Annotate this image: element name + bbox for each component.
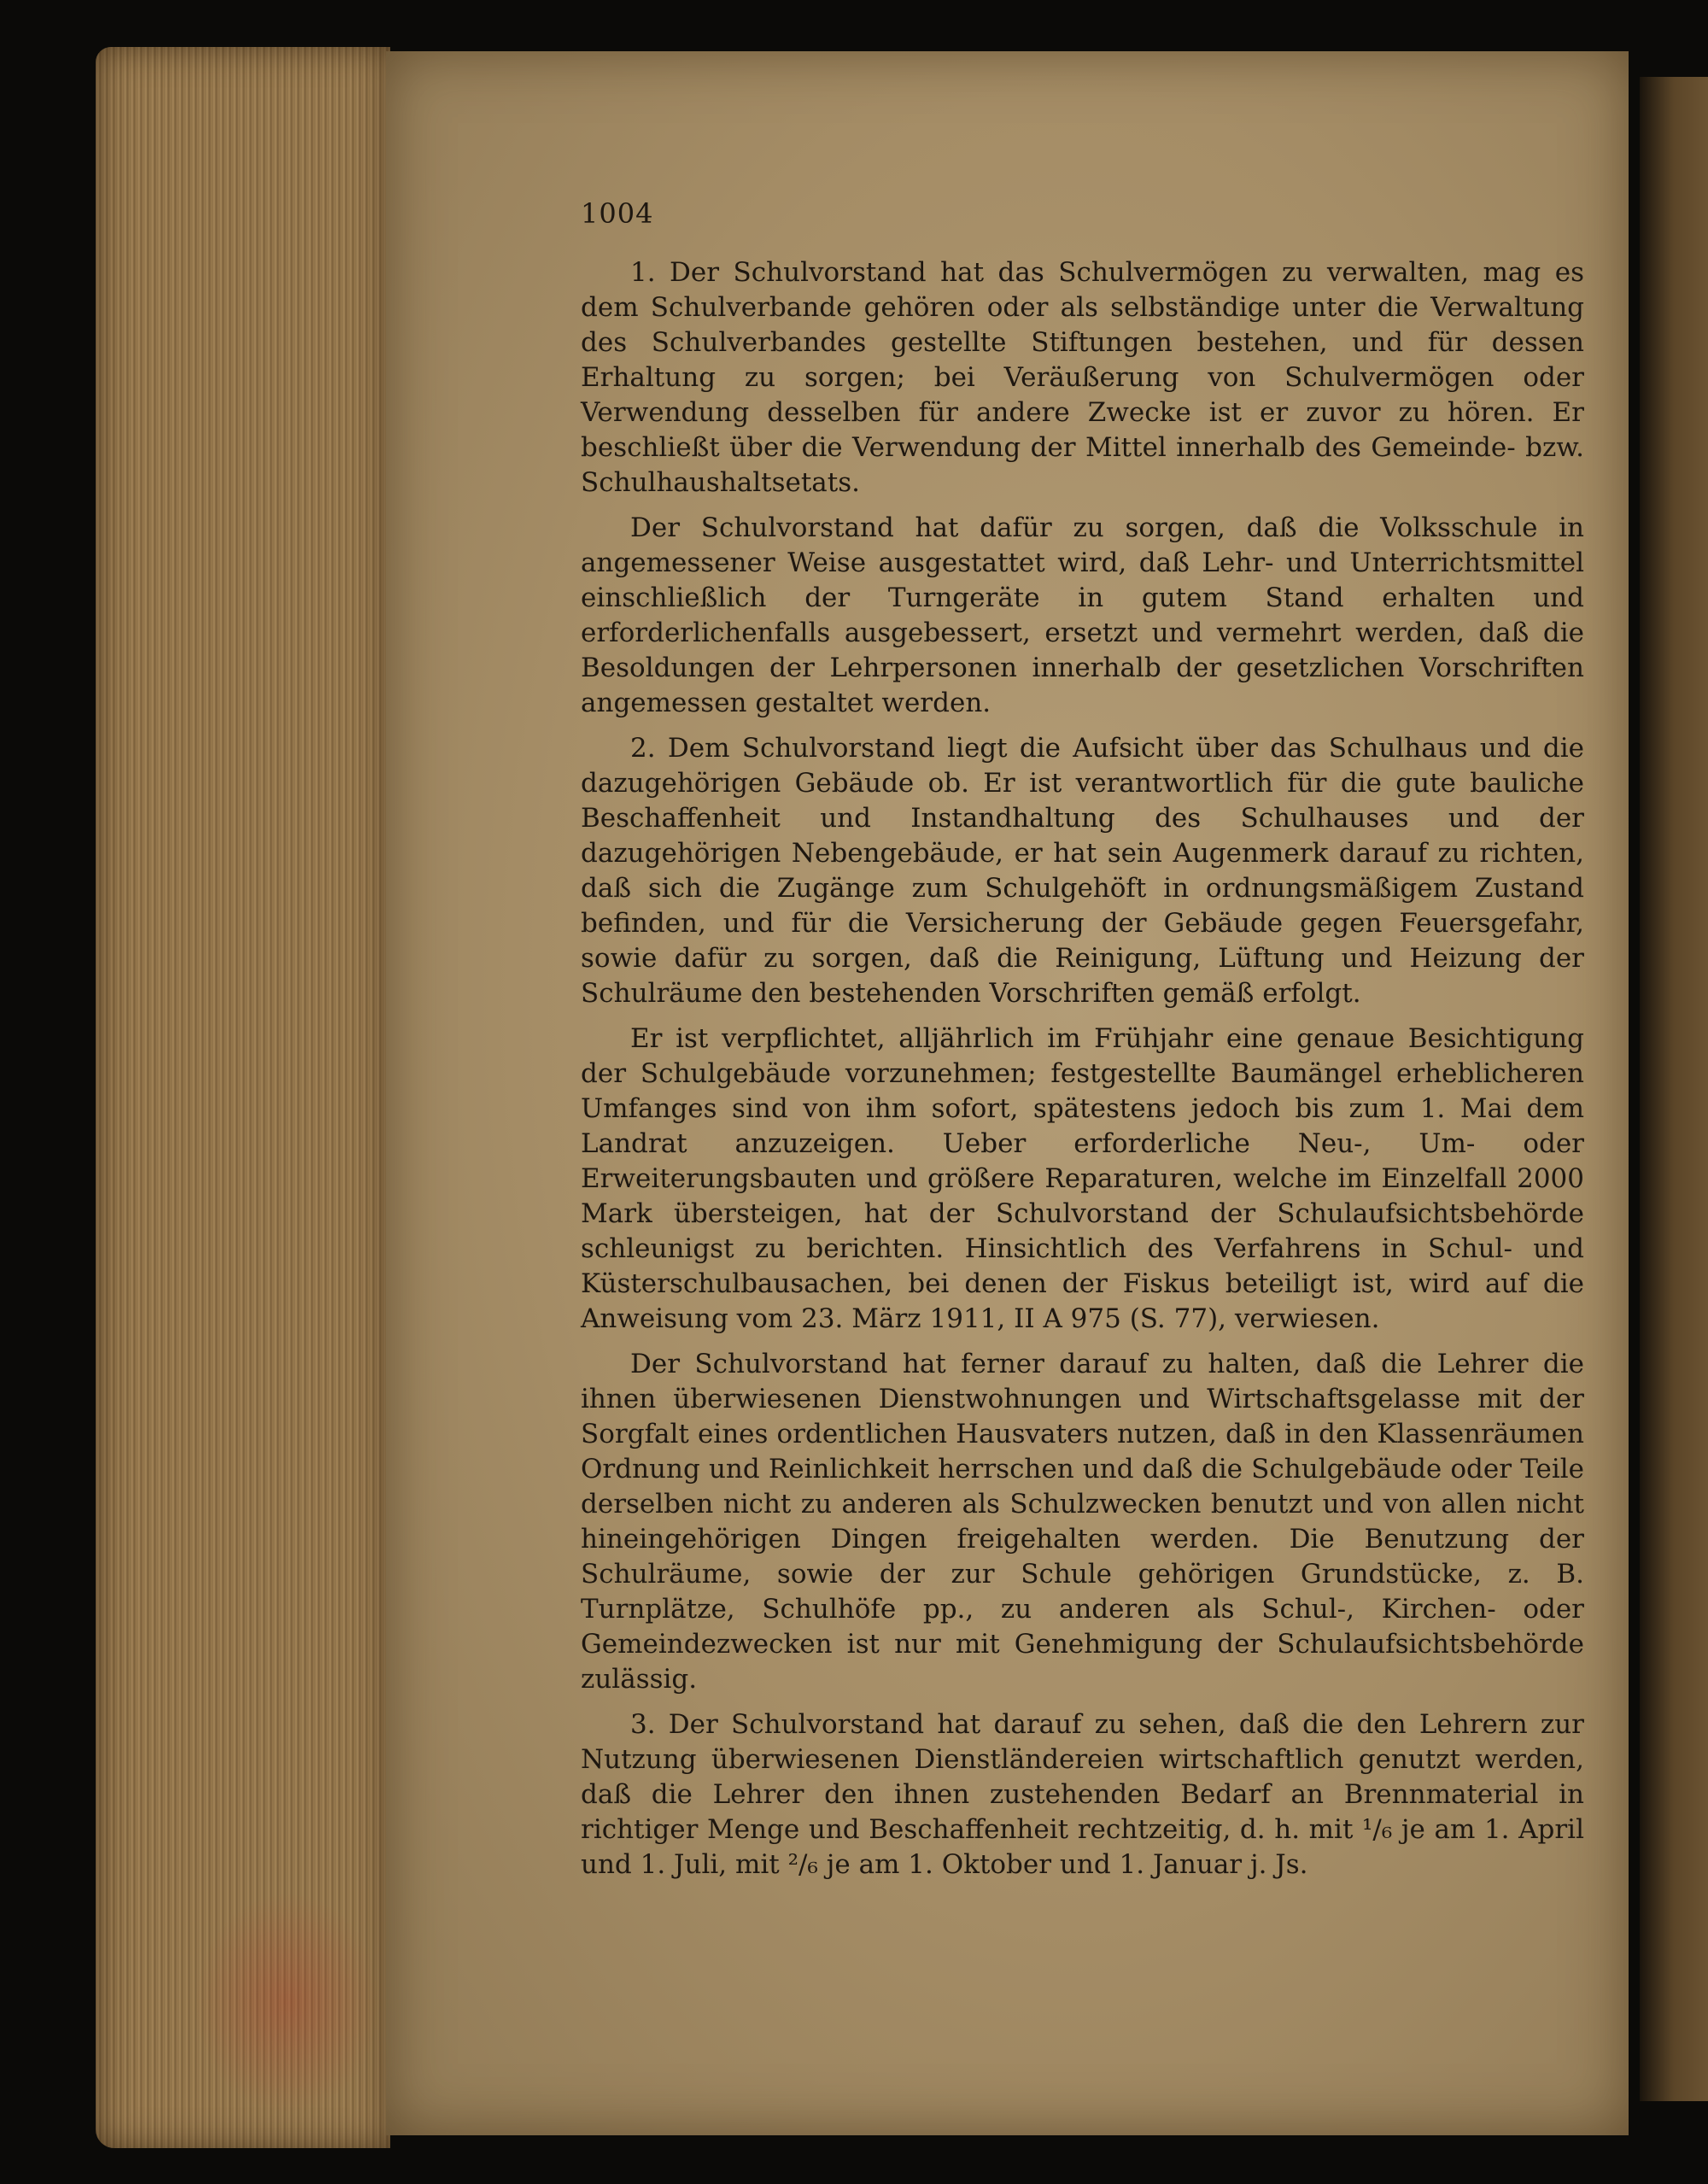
page-number: 1004 [581,197,654,230]
paragraph-5: Der Schulvorstand hat ferner darauf zu halten, daß die Lehrer die ihnen überwiesenen Dienstwohnungen und Wirtschaftsgelasse mit der Sorgfalt eines ordentlichen Hausvaters nutzen, daß in den Klassenräumen Ordnung und Reinlichkeit herrschen und daß die Schulgebäude oder Teile derselben nicht zu anderen als Schulzwecken benutzt und von allen nicht hineingehörigen Dingen freigehalten werden. Die Benutzung der Schulräume, sowie der zur Schule gehörigen Grundstücke, z. B. Turnplätze, Schulhöfe pp., zu anderen als Schul-, Kirchen- oder Gemeindezwecken ist nur mit Genehmigung der Schulaufsichtsbehörde zulässig. [581,1349,1584,1695]
paragraph-3: 2. Dem Schulvorstand liegt die Aufsicht über das Schulhaus und die dazugehörigen Gebäude ob. Er ist verantwortlich für die gute bauliche Beschaffenheit und Instandhaltung des Schulhauses und der dazugehörigen Nebengebäude, er hat sein Augenmerk darauf zu richten, daß sich die Zugänge zum Schulgehöft in ordnungsmäßigem Zustand befinden, und für die Versicherung der Gebäude gegen Feuersgefahr, sowie dafür zu sorgen, daß die Reinigung, Lüftung und Heizung der Schulräume den bestehenden Vorschriften gemäß erfolgt. [581,733,1584,1009]
book-page-edges [96,47,390,2148]
paragraph-2: Der Schulvorstand hat dafür zu sorgen, daß die Volksschule in angemessener Weise ausgestattet wird, daß Lehr- und Unterrichtsmittel einschließlich der Turngeräte in gutem Stand erhalten und erforderlichenfalls ausgebessert, ersetzt und vermehrt werden, daß die Besoldungen der Lehrpersonen innerhalb der gesetzlichen Vorschriften angemessen gestaltet werden. [581,512,1584,718]
facing-page-edge [1640,77,1708,2101]
paragraph-6: 3. Der Schulvorstand hat darauf zu sehen, daß die den Lehrern zur Nutzung überwiesenen Dienstländereien wirtschaftlich genutzt werden, daß die Lehrer den ihnen zustehenden Bedarf an Brennmaterial in richtiger Menge und Beschaffenheit rechtzeitig, d. h. mit ¹/₆ je am 1. April und 1. Juli, mit ²/₆ je am 1. Oktober und 1. Januar j. Js. [581,1709,1584,1880]
paragraph-4: Er ist verpflichtet, alljährlich im Frühjahr eine genaue Besichtigung der Schulgebäude vorzunehmen; festgestellte Baumängel erheblicheren Umfanges sind von ihm sofort, spätestens jedoch bis zum 1. Mai dem Landrat anzuzeigen. Ueber erforderliche Neu-, Um- oder Erweiterungsbauten und größere Reparaturen, welche im Einzelfall 2000 Mark übersteigen, hat der Schulvorstand der Schulaufsichtsbehörde schleunigst zu berichten. Hinsichtlich des Verfahrens in Schul- und Küsterschulbausachen, bei denen der Fiskus beteiligt ist, wird auf die Anweisung vom 23. März 1911, II A 975 (S. 77), verwiesen. [581,1023,1584,1334]
paragraph-1: 1. Der Schulvorstand hat das Schulvermögen zu verwalten, mag es dem Schulverbande gehören oder als selbständige unter die Verwaltung des Schulverbandes gestellte Stiftungen bestehen, und für dessen Erhaltung zu sorgen; bei Veräußerung von Schulvermögen oder Verwendung desselben für andere Zwecke ist er zuvor zu hören. Er beschließt über die Verwendung der Mittel innerhalb des Gemeinde- bzw. Schulhaushaltsetats. [581,257,1584,498]
page-text-block [581,196,1584,1905]
